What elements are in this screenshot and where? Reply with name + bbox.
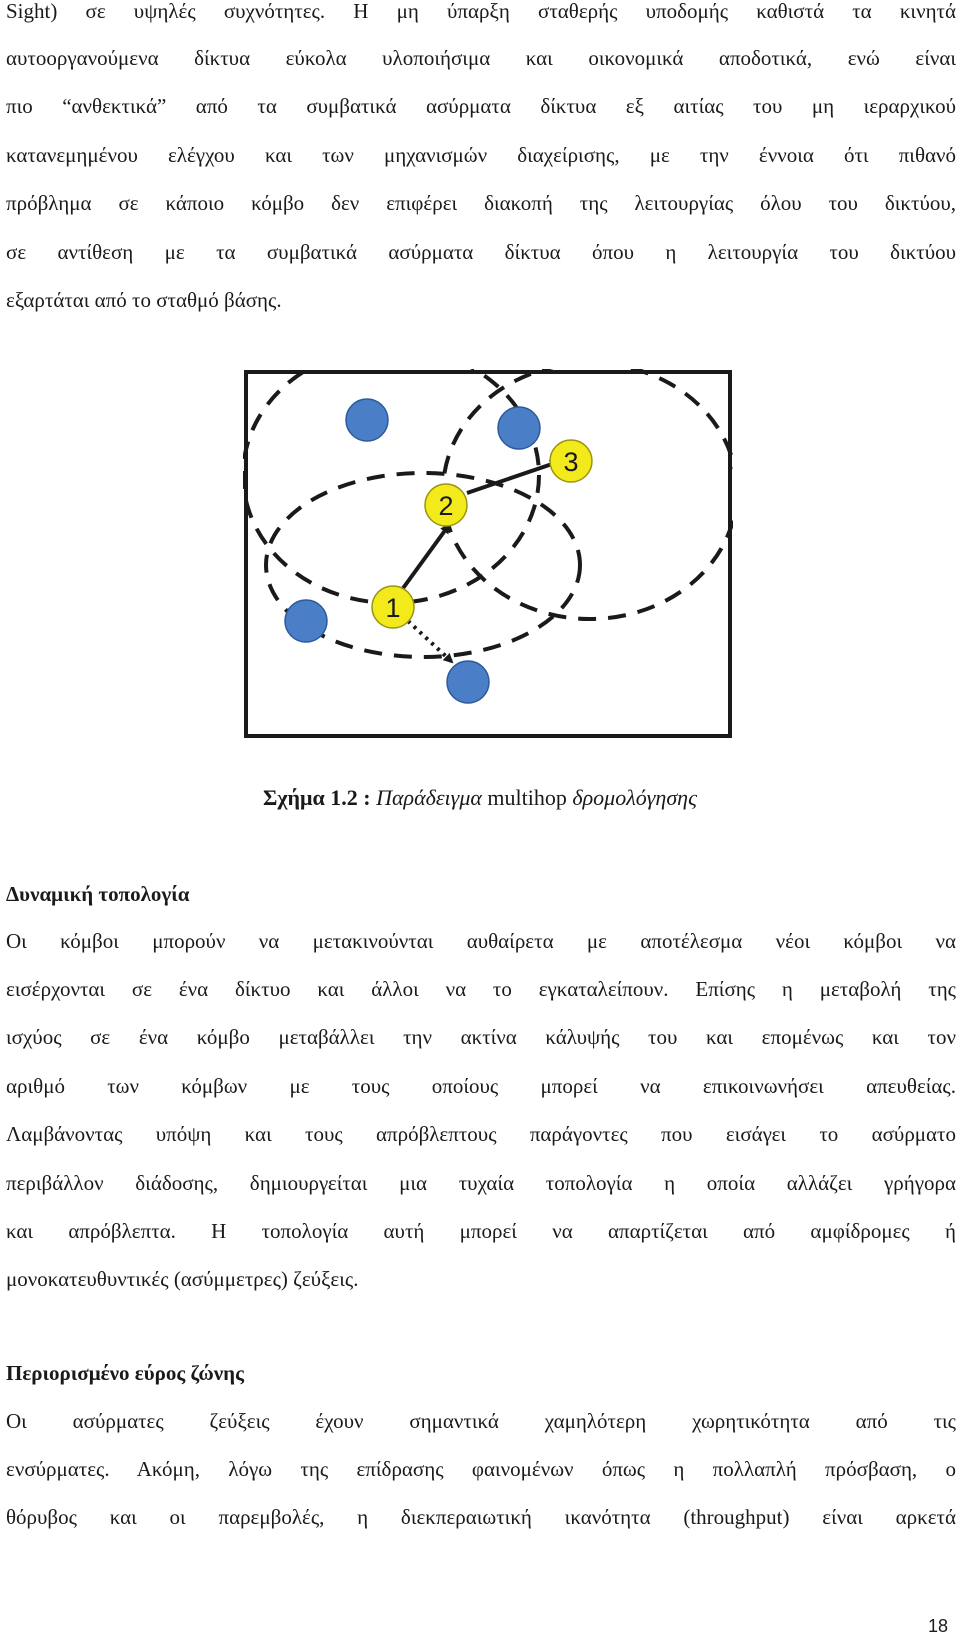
node-label: 3 — [563, 447, 579, 477]
paragraph-line: αυτοοργανούμενα δίκτυα εύκολα υλοποιήσιμα και οικονομικά αποδοτικά, ενώ είναι — [6, 46, 956, 70]
blue-node — [285, 600, 327, 642]
paragraph-line: πιο “ανθεκτικά” από τα συμβατικά ασύρματα δίκτυα εξ αιτίας του μη ιεραρχικού — [6, 94, 956, 118]
blue-node — [346, 399, 388, 441]
paragraph-line: και απρόβλεπτα. Η τοπολογία αυτή μπορεί να απαρτίζεται από αμφίδρομες ή — [6, 1219, 956, 1243]
paragraph-line: ενσύρματες. Ακόμη, λόγω της επίδρασης φαινομένων όπως η πολλαπλή πρόσβαση, ο — [6, 1457, 956, 1481]
figure-caption — [0, 783, 960, 813]
paragraph-line: περιβάλλον διάδοσης, δημιουργείται μια τυχαία τοπολογία η οποία αλλάζει γρήγορα — [6, 1171, 956, 1195]
paragraph-line: Οι ασύρματες ζεύξεις έχουν σημαντικά χαμηλότερη χωρητικότητα από τις — [6, 1409, 956, 1433]
section-heading: Περιορισμένο εύρος ζώνης — [6, 1361, 244, 1385]
paragraph-line: ισχύος σε ένα κόμβο μεταβάλλει την ακτίνα κάλυψής του και επομένως και τον — [6, 1025, 956, 1049]
paragraph-line: μονοκατευθυντικές (ασύμμετρες) ζεύξεις. — [6, 1267, 359, 1291]
paragraph-line: θόρυβος και οι παρεμβολές, η διεκπεραιωτική ικανότητα (throughput) είναι αρκετά — [6, 1505, 956, 1529]
paragraph-line: Οι κόμβοι μπορούν να μετακινούνται αυθαίρετα με αποτέλεσμα νέοι κόμβοι να — [6, 929, 956, 953]
blue-node — [447, 661, 489, 703]
paragraph-line: αριθμό των κόμβων με τους οποίους μπορεί να επικοινωνήσει απευθείας. — [6, 1074, 956, 1098]
blue-node — [498, 407, 540, 449]
page-number: 18 — [927, 1616, 948, 1636]
paragraph-line: σε αντίθεση με τα συμβατικά ασύρματα δίκτυα όπου η λειτουργία του δικτύου — [6, 240, 956, 264]
section-heading: Δυναμική τοπολογία — [6, 882, 190, 906]
caption-text: Παράδειγμα — [376, 785, 482, 810]
paragraph-line: κατανεμημένου ελέγχου και των μηχανισμών διαχείρισης, με την έννοια ότι πιθανό — [6, 143, 956, 167]
caption-label: Σχήμα 1.2 : — [262, 785, 371, 810]
node-label: 2 — [438, 491, 454, 521]
paragraph-line: Sight) σε υψηλές συχνότητες. Η μη ύπαρξη σταθερής υποδομής καθιστά τα κινητά — [6, 0, 956, 23]
caption-text: multihop — [487, 785, 567, 810]
paragraph-line: εξαρτάται από το σταθμό βάσης. — [6, 288, 282, 312]
paragraph-line: πρόβλημα σε κάποιο κόμβο δεν επιφέρει διακοπή της λειτουργίας όλου του δικτύου, — [6, 191, 956, 215]
paragraph-line: Λαμβάνοντας υπόψη και τους απρόβλεπτους παράγοντες που εισάγει το ασύρματο — [6, 1122, 956, 1146]
paragraph-line: εισέρχονται σε ένα δίκτυο και άλλοι να το εγκαταλείπουν. Επίσης η μεταβολή της — [6, 977, 956, 1001]
multihop-routing-figure — [243, 369, 733, 741]
caption-text: δρομολόγησης — [572, 785, 698, 810]
node-label: 1 — [385, 593, 401, 623]
